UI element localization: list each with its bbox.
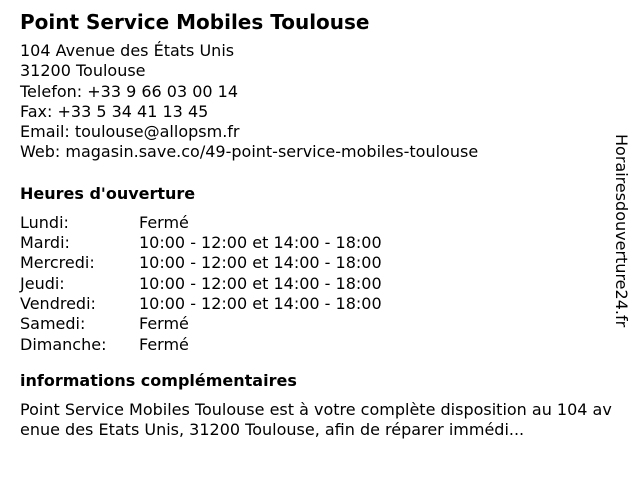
website: Web: magasin.save.co/49-point-service-mobiles-toulouse: [20, 142, 479, 162]
hours-row: [20, 335, 382, 355]
address-line-1: 104 Avenue des États Unis: [20, 41, 235, 60]
opening-hours-heading: Heures d'ouverture: [20, 183, 196, 203]
day-label: Lundi:: [20, 212, 69, 232]
opening-hours-table: [20, 213, 382, 355]
hours-value: 10:00 - 12:00 et 14:00 - 18:00: [139, 233, 382, 253]
day-label: Mercredi:: [20, 253, 95, 273]
hours-value: 10:00 - 12:00 et 14:00 - 18:00: [139, 273, 382, 293]
hours-row: [20, 213, 382, 233]
hours-row: [20, 274, 382, 294]
address-line-2: 31200 Toulouse: [20, 61, 146, 81]
contact-block: [20, 41, 620, 163]
fax: Fax: +33 5 34 41 13 45: [20, 101, 209, 121]
additional-info-heading: informations complémentaires: [20, 370, 297, 390]
email: Email: toulouse@allopsm.fr: [20, 122, 240, 142]
hours-row: [20, 253, 382, 273]
day-label: Mardi:: [20, 233, 70, 253]
business-name: Point Service Mobiles Toulouse: [20, 10, 370, 34]
watermark-text: Horairesdouverture24.fr: [612, 134, 631, 328]
telephone: Telefon: +33 9 66 03 00 14: [20, 81, 239, 101]
hours-row: [20, 294, 382, 314]
day-label: Vendredi:: [20, 293, 96, 313]
hours-value: Fermé: [139, 334, 189, 354]
hours-value: Fermé: [139, 212, 189, 232]
hours-value: 10:00 - 12:00 et 14:00 - 18:00: [139, 293, 382, 313]
additional-info-text: Point Service Mobiles Toulouse est à votre complète disposition au 104 avenue des Etats Unis, 31200 Toulouse, afin de réparer immédi...: [20, 399, 612, 440]
day-label: Jeudi:: [20, 273, 65, 293]
hours-row: [20, 233, 382, 253]
hours-value: 10:00 - 12:00 et 14:00 - 18:00: [139, 253, 382, 273]
hours-row: [20, 314, 382, 334]
day-label: Dimanche:: [20, 334, 107, 354]
hours-value: Fermé: [139, 314, 189, 334]
business-card: [20, 10, 620, 441]
day-label: Samedi:: [20, 314, 86, 334]
